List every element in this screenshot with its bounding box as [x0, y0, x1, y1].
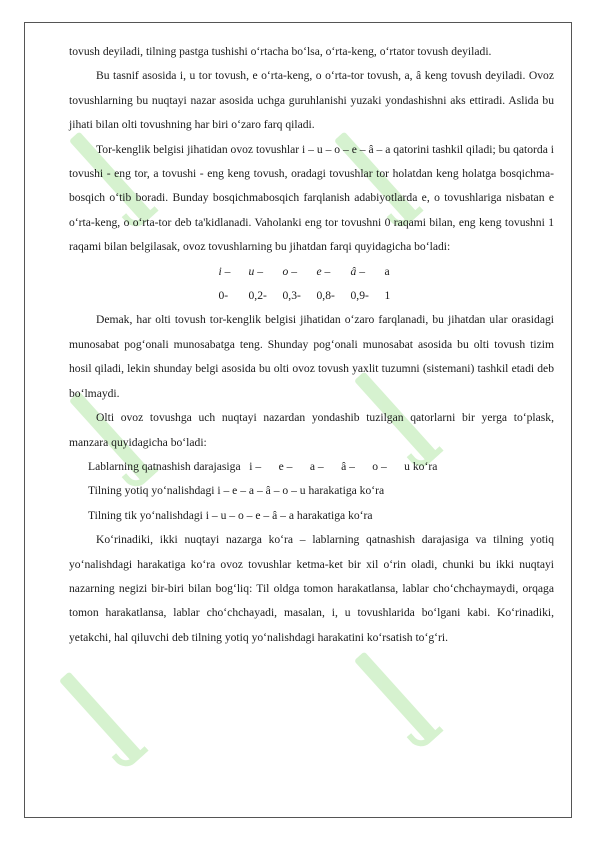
paragraph: Olti ovoz tovushga uch nuqtayi nazardan yondashib tuzilgan qatorlarni bir yerga to‘plask, manzara quyidagicha bo‘ladi:: [69, 411, 554, 449]
vowel-label: â –: [350, 264, 365, 278]
list-item: Tilning yotiq yo‘nalishdagi i – e – a – â – o – u harakatiga ko‘ra: [88, 484, 385, 498]
paragraph: tovush deyiladi, tilning pastga tushishi o‘rtacha bo‘lsa, o‘rta-keng, o‘rtator tovush deyiladi.: [69, 45, 492, 58]
vowel-scale-row: [83, 260, 554, 284]
paragraph: Ko‘rinadiki, ikki nuqtayi nazarga ko‘ra – lablarning qatnashish darajasiga va tilning yotiq yo‘nalishdagi harakatiga ko‘ra ovoz tovushlar ketma-ket bir xil o‘rin oladi, chunki bu ikki nuqtayi nazarning negizi bir-biri bilan bog‘liq: Til oldga tomon harakatlansa, lablar cho‘chchaymaydi, orqaga tomon harakatlansa, lablar cho‘chchayadi, masalan, i, u tovushlarida bo‘lgani kabi. Ko‘rinadiki, yetakchi, hal qiluvchi deb tilning yotiq yo‘nalishdagi harakatini ko‘rsatish to‘g‘ri.: [69, 533, 554, 644]
vowel-label: i –: [218, 264, 231, 278]
list-item: Tilning tik yo‘nalishdagi i – u – o – e – â – a harakatiga ko‘ra: [88, 508, 373, 522]
vowel-label: o –: [282, 264, 297, 278]
vowel-label: a: [384, 264, 390, 278]
scale-value: 0,3-: [282, 289, 301, 303]
paragraph: Demak, har olti tovush tor-kenglik belgisi jihatidan o‘zaro farqlanadi, bu jihatdan ular orasidagi munosabat pog‘onali munosabatga teng. Shunday pog‘onali munosabat asosida bu olti tovush tizim hosil qiladi, lekin shunday belgi asosida bu olti ovoz tovush yaxlit tuzumni (sistemani) tashkil etadi deb bo‘lmaydi.: [69, 313, 554, 400]
vowel-label: u –: [248, 264, 263, 278]
value-scale-row: [83, 284, 554, 308]
scale-value: 0,2-: [248, 289, 267, 303]
paragraph: Bu tasnif asosida i, u tor tovush, e o‘rta-keng, o o‘rta-tor tovush, a, â keng tovush deyiladi. Ovoz tovushlarning bu nuqtayi nazar asosida uchga guruhlanishi yuzaki yondashishni aks ettiradi. Aslida bu jihati bilan olti tovushning har biri o‘zaro farq qiladi.: [69, 69, 554, 132]
paragraph: Tor-kenglik belgisi jihatidan ovoz tovushlar i – u – o – e – â – a qatorini tashkil qiladi; bu qatorda i tovushi - eng tor, a tovushi - eng keng tovush, oradagi tovushlar tor holatdan keng holatga bosqichma-bosqich o‘tib boradi. Bunday bosqichmabosqich farqlanish adabiyotlarda e, o tovushlariga nisbatan e o‘rta-keng, o o‘rta-tor deb ta'kidlanadi. Vaholanki eng tor tovushni 0 raqami bilan, eng keng tovushni 1 raqami bilan belgilasak, ovoz tovushlarning bu jihatdan farqi quyidagicha bo‘ladi:: [69, 142, 554, 254]
scale-value: 0,8-: [316, 289, 335, 303]
list-item: Lablarning qatnashish darajasiga i – e – a – â – o – u ko‘ra: [88, 459, 438, 473]
scale-value: 0,9-: [350, 289, 369, 303]
document-body: [69, 40, 554, 650]
vowel-label: e –: [316, 264, 331, 278]
scale-value: 1: [384, 289, 391, 303]
scale-value: 0-: [218, 289, 229, 303]
